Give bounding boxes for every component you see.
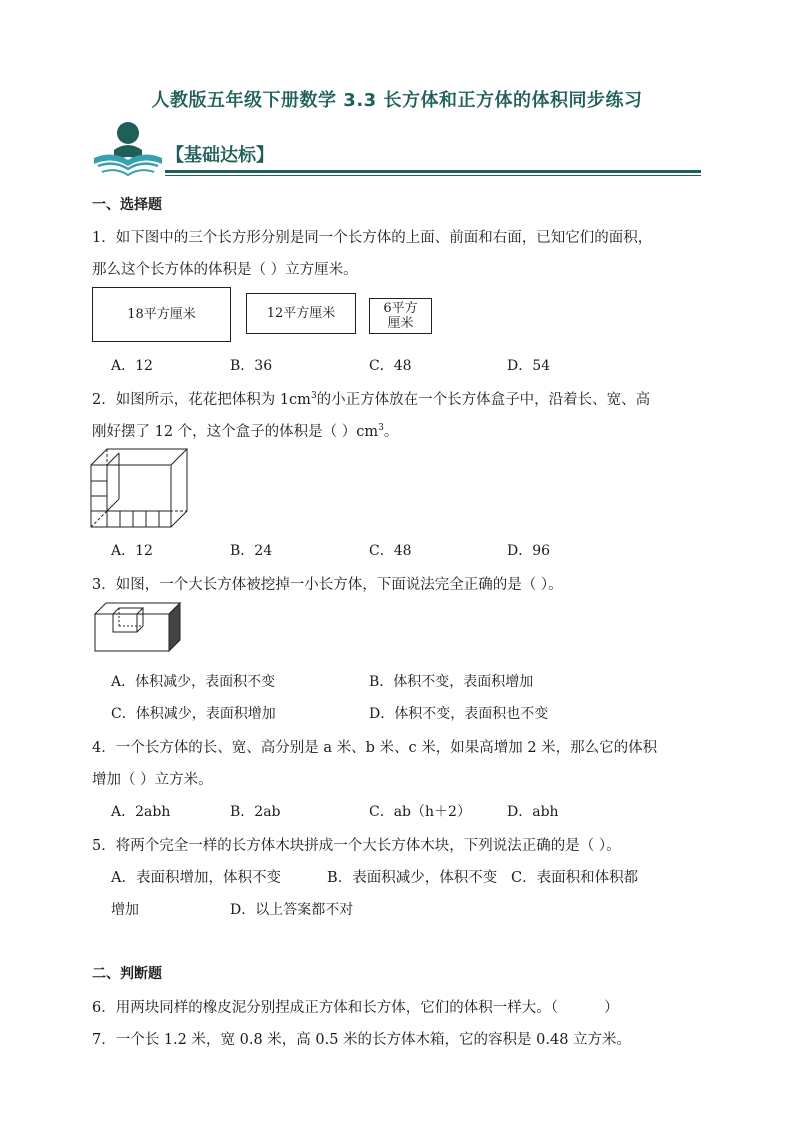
- q1-line2: 那么这个长方体的体积是（ ）立方厘米。: [92, 262, 358, 278]
- q3-option-c: C．体积减少，表面积增加: [111, 706, 276, 722]
- section-heading-judge: 二、判断题: [92, 966, 162, 982]
- q2-line2: 刚好摆了 12 个，这个盒子的体积是（ ）$cm^3$。: [92, 423, 399, 440]
- q1-option-b: B．36: [230, 358, 273, 374]
- q1-rect-top: 18平方厘米: [92, 287, 231, 342]
- q3-option-d: D．体积不变，表面积也不变: [369, 706, 549, 722]
- q4-option-d: D．abh: [507, 804, 559, 820]
- banner-rule-thin: [165, 175, 701, 176]
- q1-option-d: D．54: [507, 358, 551, 374]
- q1-rect-right-line2: 厘米: [387, 316, 414, 331]
- q1-rect-right-line1: 6平方: [383, 301, 418, 316]
- q2-line1: 2．如图所示，花花把体积为 $1cm^3$的小正方体放在一个长方体盒子中，沿着长、宽、高: [92, 391, 651, 408]
- section-banner-label: 【基础达标】: [166, 145, 274, 166]
- q3-carved-box-figure: [93, 601, 183, 653]
- q6-line: 6．用两块同样的橡皮泥分别捏成正方体和长方体，它们的体积一样大。（ ）: [92, 1000, 619, 1016]
- q4-line2: 增加（ ）立方米。: [92, 772, 213, 788]
- q1-option-c: C．48: [369, 358, 412, 374]
- q5-line3-a: 增加: [111, 902, 139, 918]
- q2-option-c: C．48: [369, 543, 412, 559]
- q3-line1: 3．如图，一个大长方体被挖掉一小长方体，下面说法完全正确的是（ ）。: [92, 577, 563, 593]
- q1-rect-front: 12平方厘米: [246, 293, 356, 334]
- q4-option-a: A．2abh: [111, 804, 171, 820]
- q5-line1: 5．将两个完全一样的长方体木块拼成一个大长方体木块，下列说法正确的是（ ）。: [92, 838, 621, 854]
- q4-option-c: C．ab（h＋2）: [369, 804, 471, 820]
- q2-option-a: A．12: [111, 543, 153, 559]
- q1-option-a: A．12: [111, 358, 153, 374]
- q4-option-b: B．2ab: [230, 804, 281, 820]
- q2-option-b: B．24: [230, 543, 273, 559]
- q3-option-b: B．体积不变，表面积增加: [369, 674, 534, 690]
- q5-option-d: D．以上答案都不对: [230, 902, 354, 918]
- q1-rect-right: [369, 298, 432, 334]
- q5-line2: A．表面积增加，体积不变 B．表面积减少，体积不变 C．表面积和体积都: [111, 870, 639, 886]
- q1-line1: 1．如下图中的三个长方形分别是同一个长方体的上面、前面和右面，已知它们的面积，: [92, 230, 653, 246]
- q3-option-a: A．体积减少，表面积不变: [111, 674, 276, 690]
- q2-box-figure: [89, 447, 189, 529]
- q4-line1: 4．一个长方体的长、宽、高分别是 a 米、b 米、c 米，如果高增加 2 米，那么它的体积: [92, 740, 658, 756]
- section-heading-choice: 一、选择题: [92, 197, 162, 213]
- page-title: 人教版五年级下册数学 3.3 长方体和正方体的体积同步练习: [151, 90, 643, 111]
- banner-rule: [165, 170, 701, 173]
- q2-option-d: D．96: [507, 543, 551, 559]
- q7-line: 7．一个长 1.2 米，宽 0.8 米，高 0.5 米的长方体木箱，它的容积是 0.48 立方米。: [92, 1032, 632, 1048]
